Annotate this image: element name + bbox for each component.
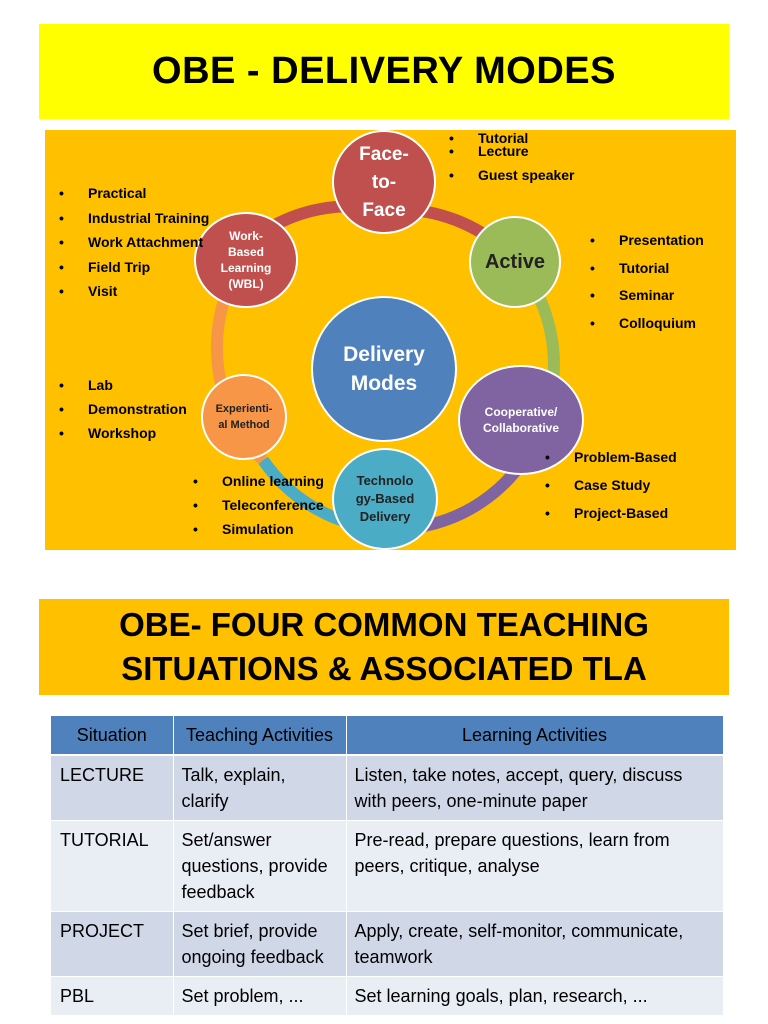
tech-list-item: • Teleconference xyxy=(192,493,324,517)
wbl-label-line: Work- xyxy=(229,229,263,243)
tla-table xyxy=(51,716,724,1016)
active-list-item: • Tutorial xyxy=(589,255,704,283)
active-list-item: • Presentation xyxy=(589,227,704,255)
tech-list-item: • Simulation xyxy=(192,517,324,541)
tech-list-item: • Online learning xyxy=(192,469,324,493)
header-learning-activities: Learning Activities xyxy=(346,716,723,755)
cell-teaching: Set problem, ... xyxy=(173,977,346,1016)
coop-list-item: • Project-Based xyxy=(544,499,677,527)
cell-situation: PBL xyxy=(51,977,173,1016)
table-row xyxy=(51,821,723,912)
wbl-list-item: • Practical xyxy=(58,181,209,206)
wbl-list-item: • Industrial Training xyxy=(58,206,209,231)
active-label: Active xyxy=(484,250,546,273)
wbl-list-item: • Work Attachment xyxy=(58,230,209,255)
cell-learning: Listen, take notes, accept, query, discuss with peers, one-minute paper xyxy=(346,755,723,821)
table-row xyxy=(51,977,723,1016)
face-list-item-cut: • Tutorial xyxy=(448,133,575,139)
coop-label-line: Cooperative/ xyxy=(484,405,558,419)
exp-list-item: • Lab xyxy=(58,373,187,397)
title2-line: OBE- FOUR COMMON TEACHING xyxy=(119,606,649,643)
work-based-list xyxy=(58,181,209,304)
cell-situation: PROJECT xyxy=(51,912,173,977)
cell-teaching: Set brief, provide ongoing feedback xyxy=(173,912,346,977)
wbl-label-line: (WBL) xyxy=(228,277,264,291)
wbl-label-line: Learning xyxy=(220,261,272,275)
coop-list-item: • Problem-Based xyxy=(544,443,677,471)
face-to-face-node xyxy=(332,130,436,234)
tech-label-line: Technolo xyxy=(356,473,414,488)
header-teaching-activities: Teaching Activities xyxy=(173,716,346,755)
active-node xyxy=(469,216,561,308)
delivery-modes-center-node xyxy=(311,296,457,442)
delivery-modes-title: OBE - DELIVERY MODES xyxy=(152,50,616,92)
cell-learning: Pre-read, prepare questions, learn from peers, critique, analyse xyxy=(346,821,723,912)
exp-label-line: al Method xyxy=(218,419,270,431)
cell-teaching: Set/answer questions, provide feedback xyxy=(173,821,346,912)
cell-situation: TUTORIAL xyxy=(51,821,173,912)
face-to-face-list xyxy=(448,130,575,187)
coop-label-line: Collaborative xyxy=(482,421,560,435)
face-label-line: Face- xyxy=(359,144,409,165)
center-label-line: Delivery xyxy=(343,343,425,366)
cell-situation: LECTURE xyxy=(51,755,173,821)
face-label-line: Face xyxy=(362,200,406,221)
face-list-item: • Guest speaker xyxy=(448,163,575,187)
coop-list-item: • Case Study xyxy=(544,471,677,499)
wbl-label-line: Based xyxy=(227,245,264,259)
delivery-modes-title-banner xyxy=(39,24,729,119)
center-label-line: Modes xyxy=(350,372,418,395)
cell-learning: Set learning goals, plan, research, ... xyxy=(346,977,723,1016)
face-list-item: • Lecture xyxy=(448,139,575,163)
wbl-list-item: • Visit xyxy=(58,279,209,304)
table-header-row xyxy=(51,716,723,755)
table-row xyxy=(51,755,723,821)
experiential-method-node xyxy=(201,374,287,460)
active-list-item: • Colloquium xyxy=(589,310,704,338)
title2-line: SITUATIONS & ASSOCIATED TLA xyxy=(121,650,647,687)
header-situation: Situation xyxy=(51,716,173,755)
exp-label-line: Experienti- xyxy=(215,403,273,415)
exp-list-item: • Demonstration xyxy=(58,397,187,421)
teaching-situations-title xyxy=(119,603,649,691)
active-list xyxy=(589,227,704,337)
cell-teaching: Talk, explain, clarify xyxy=(173,755,346,821)
cooperative-list xyxy=(544,443,677,527)
table-row xyxy=(51,912,723,977)
work-based-learning-node xyxy=(194,212,298,308)
tech-label-line: Delivery xyxy=(359,509,411,524)
exp-list-item: • Workshop xyxy=(58,421,187,445)
wbl-list-item: • Field Trip xyxy=(58,255,209,280)
technology-list xyxy=(192,469,324,541)
cell-learning: Apply, create, self-monitor, communicate, teamwork xyxy=(346,912,723,977)
delivery-modes-diagram xyxy=(45,130,736,550)
face-label-line: to- xyxy=(371,172,397,193)
experiential-list xyxy=(58,373,187,445)
technology-based-delivery-node xyxy=(332,448,438,550)
teaching-situations-title-banner xyxy=(39,599,729,695)
tech-label-line: gy-Based xyxy=(355,491,415,506)
active-list-item: • Seminar xyxy=(589,282,704,310)
